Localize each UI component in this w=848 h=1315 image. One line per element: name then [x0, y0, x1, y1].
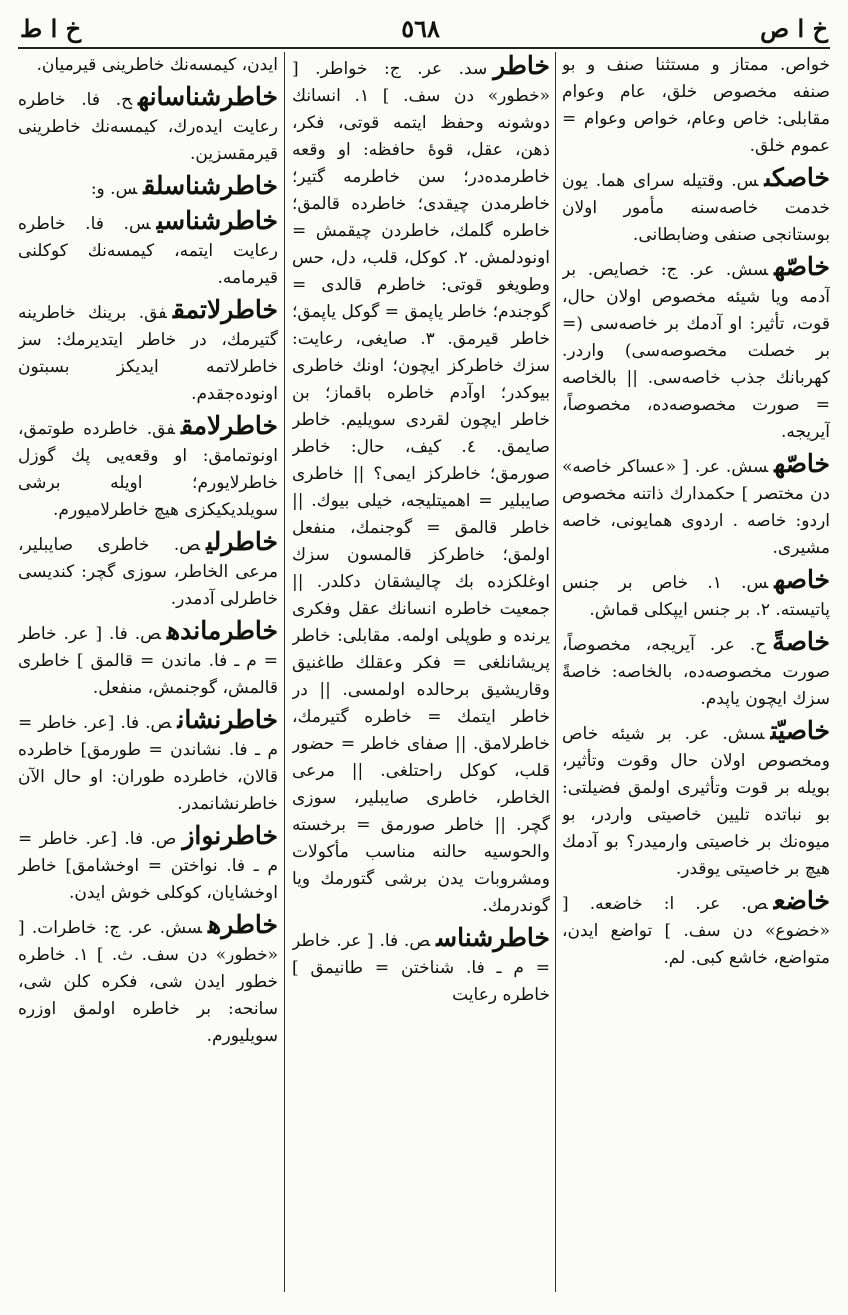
- header-rule: [18, 47, 830, 49]
- dictionary-entry: [18, 52, 278, 79]
- header-left-letters: خ ا ط: [20, 13, 82, 43]
- entry-headword: خاطرلاتمق: [172, 295, 278, 324]
- entry-headword: خاطرلامق: [180, 411, 278, 440]
- dictionary-entry: [18, 528, 278, 613]
- entry-headword: خاطرشناسلق: [143, 171, 278, 200]
- entry-text: فق. برینك خاطرینه گتیرمك، در خاطر ایتدیرمك: سز خاطرلاتمه ایدیكز بسبتون اونوده‌جقدم.: [18, 303, 278, 404]
- page-header: [20, 12, 828, 44]
- entry-text: سش. عر. ج: خصایص. بر آدمه ویا شیئه مخصوص اولان حال، قوت، تأثیر: او آدمك بر خاصه‌سی (= بر خصلت مخصوصه‌سی) واردر. كهربانك جذب خاصه‌سی. || بالخاصه = صورت مخصوصه‌ده، مخصوصاً، آیریجه.: [562, 260, 830, 442]
- entry-text: ایدن، كیمسه‌نك خاطرینی قیرمیان.: [36, 55, 278, 75]
- entry-text: س. ١. خاص بر جنس پاتیسته. ٢. بر جنس ایپكلی قماش.: [562, 573, 830, 620]
- entry-headword: خاطره: [208, 910, 278, 939]
- dictionary-entry: [562, 628, 830, 713]
- entry-text: س. فا. خاطره رعایت ایتمه، كیمسه‌نك كوكلنی قیرمامه.: [18, 214, 278, 288]
- dictionary-entry: [562, 566, 830, 624]
- entry-headword: خاصةً: [772, 627, 830, 656]
- column-separator: [284, 52, 285, 1292]
- dictionary-entry: [562, 450, 830, 562]
- dictionary-entry: [18, 617, 278, 702]
- dictionary-entry: [562, 52, 830, 160]
- entry-headword: خاضع: [773, 886, 830, 915]
- entry-text: ح. عر. آیریجه، مخصوصاً، صورت مخصوصه‌ده، بالخاصه: خاصةً سزك ایچون یاپدم.: [562, 635, 830, 709]
- entry-text: ص. خاطری صایبلیر، مرعی الخاطر، سوزی گچر: كندیسی خاطرلی آدمدر.: [18, 535, 278, 609]
- dictionary-entry: [18, 207, 278, 292]
- entry-headword: خاطرلی: [206, 527, 278, 556]
- entry-headword: خاطرنشان: [177, 705, 278, 734]
- entry-text: سش. عر. بر شیئه خاص ومخصوص اولان حال وقوت وتأثیر، بویله بر قوت وتأثیری اولمق فضیلتی: بو نباتده تلیین خاصیتی واردر، بو میوه‌نك بر خاصیتی وارمیدر؟ بو آدمك هیچ بر خاصیتی یوقدر.: [562, 724, 830, 879]
- column-middle: [292, 52, 550, 1292]
- entry-headword: خاطرمانده: [166, 616, 278, 645]
- dictionary-entry: [292, 52, 550, 920]
- column-left: [18, 52, 278, 1292]
- dictionary-entry: [18, 911, 278, 1050]
- columns: [18, 52, 830, 1292]
- dictionary-entry: [562, 164, 830, 249]
- entry-text: سد. عر. ج: خواطر. [ «خطور» دن سف. ] ١. انسانك دوشونه وحفظ ایتمه قوتی، فكر، ذهن، عقل، قوهٔ حافظه: او وقعه خاطرمده‌در؛ سن خاطرمه گتیر؛ خاطرمدن چیقدی؛ خاطرده قالمق؛ خاطره گلمك، خاطردن چیقمش = اونودلمش. ٢. كوكل، قلب، دل، حس وطویغو قوتی: خاطرم قالدی = گوجندم؛ خاطر یاپمق = گوكل یاپمق؛ خاطر قیرمق. ٣. صایغی، رعایت: سزك خاطركز ایچون؛ اونك خاطری بیوكدر؛ اوآدم خاطره باقماز؛ بن خاطر ایچون لقردی سویلیم. خاطر صایمق. ٤. كیف، حال: خاطر صورمق؛ خاطركز ایمی؟ || خاطری صایبلیر = اهمیتلیجه، خیلی بیوك. || خاطر قالمق = گوجنمك، منفعل اولمق؛ خاطركز قالمسون سزك اوغلكزده بك چالیشقان دكلدر. || جمعیت خاطره انسانك عقل وفكری یرنده و طوپلی اولمه. مقابلی: خاطر پریشانلغی = فكر وعقلك طاغنیق وقاریشیق برحالده اولمسی. || در خاطر ایتمك = خاطره گتیرمك، خاطرلامق. || صفای خاطر = حضور قلب، كوكل راحتلغی. || مرعی الخاطر، خاطری صایبلیر، سوزی گچر. || خاطر صورمق = برخسته والحوسیه حالنه مناسب مأكولات ومشروبات یدن برشی گتورمك ویا گوندرمك.: [292, 59, 550, 916]
- entry-text: ح. فا. خاطره رعایت ایده‌رك، كیمسه‌نك خاطرینی قیرمقسزین.: [18, 90, 278, 164]
- entry-text: ص. فا. [عر. خاطر = م ـ فا. نواختن = اوخشامق] خاطر اوخشایان، كوكلی خوش ایدن.: [18, 829, 278, 903]
- entry-text: خواص. ممتاز و مستثنا صنف و بو صنفه مخصوص خلق، عام وعوام مقابلی: خاص وعام، خواص وعوام = عموم خلق.: [562, 55, 830, 156]
- entry-headword: خاطر: [493, 52, 550, 80]
- entry-headword: خاطرشناسانه: [138, 82, 278, 111]
- entry-text: ص. عر. ا: خاضعه. [ «خضوع» دن سف. ] تواضع ایدن، متواضع، خاشع كبی. لم.: [562, 894, 830, 968]
- entry-headword: خاصّه: [774, 449, 830, 478]
- dictionary-entry: [18, 296, 278, 408]
- entry-text: سش. عر. ج: خاطرات. [ «خطور» دن سف. ث. ] ١. خاطره خطور ایدن شی، فكره كلن شی، سانحه: بر خاطره اولمق اوزره سویلیورم.: [18, 918, 278, 1046]
- column-separator: [555, 52, 556, 1292]
- dictionary-entry: [562, 887, 830, 972]
- dictionary-entry: [562, 253, 830, 446]
- dictionary-entry: [18, 83, 278, 168]
- header-right-letters: خ ا ص: [760, 13, 828, 43]
- entry-headword: خاصیّت: [770, 716, 830, 745]
- entry-headword: خاصكى: [764, 163, 830, 192]
- entry-text: س. و:: [90, 179, 138, 199]
- dictionary-entry: [18, 412, 278, 524]
- page-number: ٥٦٨: [401, 13, 440, 43]
- entry-text: ص. فا. [عر. خاطر = م ـ فا. نشاندن = طورمق] خاطرده قالان، خاطرده طوران: او حال الآن خاطرنشانمدر.: [18, 713, 278, 814]
- dictionary-entry: [18, 706, 278, 818]
- entry-headword: خاطرشناسی: [156, 206, 278, 235]
- entry-headword: خاطرشناس: [436, 923, 550, 952]
- dictionary-entry: [18, 822, 278, 907]
- entry-text: س. وقتیله سرای هما. یون خدمت خاصه‌سنه مأمور اولان بوستانجی صنفی وضابطانی.: [562, 171, 830, 245]
- entry-text: فق. خاطرده طوتمق، اونوتمامق: او وقعه‌یی پك گوزل خاطرلایورم؛ اویله برشی سویلدیكیكزی هیچ خاطرلامیورم.: [18, 419, 278, 520]
- entry-text: ص. فا. [ عر. خاطر = م ـ فا. ماندن = قالمق ] خاطری قالمش، گوجنمش، منفعل.: [18, 624, 278, 698]
- dictionary-entry: [562, 717, 830, 883]
- entry-headword: خاصّه: [774, 252, 830, 281]
- entry-text: سش. عر. [ «عساكر خاصه» دن مختصر ] حكمدارك ذاتنه مخصوص اردو: خاصه . اردوی همایونی، خاصه مشیری.: [562, 457, 830, 558]
- dictionary-entry: [292, 924, 550, 1009]
- entry-headword: خاطرنواز: [182, 821, 278, 850]
- column-right: [562, 52, 830, 1292]
- entry-headword: خاصه: [774, 565, 830, 594]
- entry-text: ص. فا. [ عر. خاطر = م ـ فا. شناختن = طانیمق ] خاطره رعایت: [292, 931, 550, 1005]
- dictionary-entry: [18, 172, 278, 203]
